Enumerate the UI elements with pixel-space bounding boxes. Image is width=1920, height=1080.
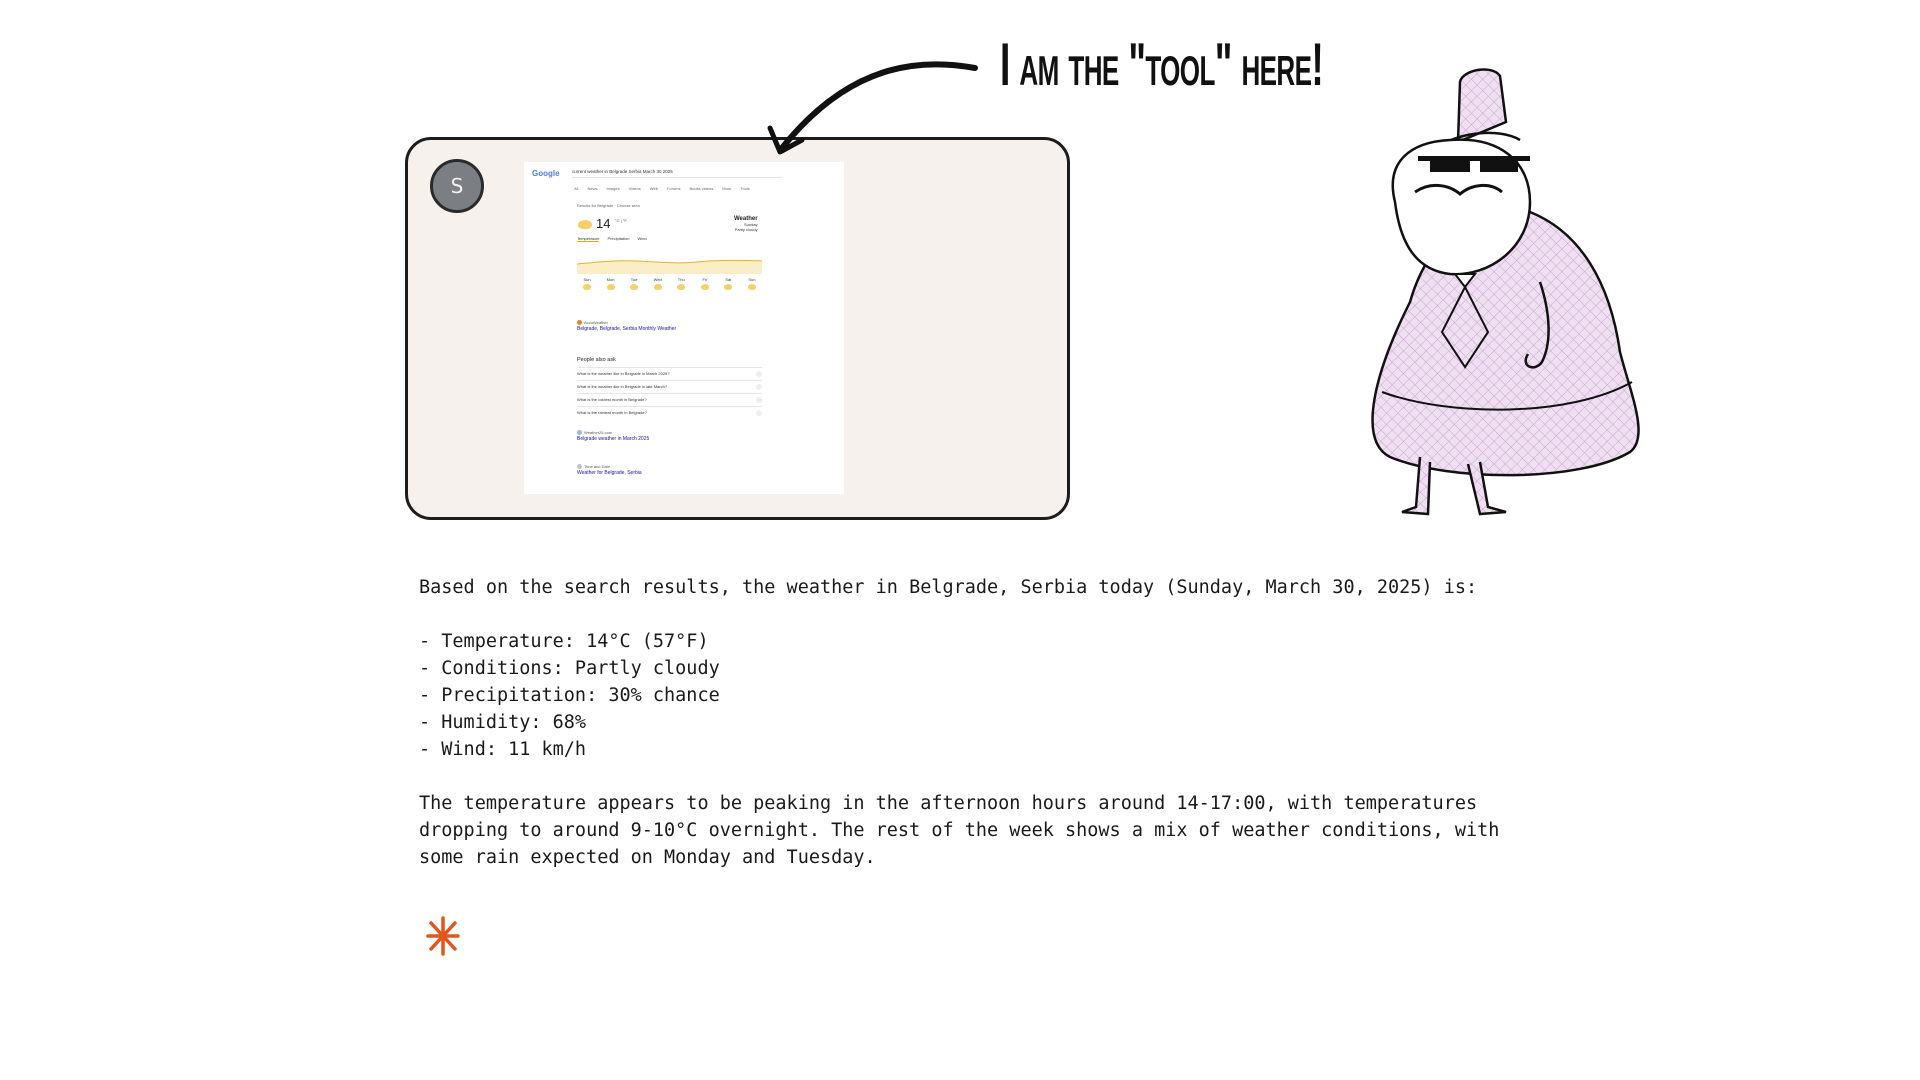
result-site-name: Time and Date [584, 464, 611, 469]
answer-item: - Temperature: 14°C (57°F) [419, 631, 709, 652]
search-tab: Tools [740, 186, 750, 191]
sunglasses-icon [1430, 160, 1470, 172]
search-result [577, 320, 767, 333]
result-link[interactable]: Belgrade, Belgrade, Serbia Monthly Weather [577, 326, 677, 333]
search-tab: Images [606, 186, 620, 191]
sun-icon [701, 284, 709, 290]
forecast-day [718, 277, 738, 292]
answer-item: - Conditions: Partly cloudy [419, 658, 720, 679]
search-tabs [574, 186, 750, 191]
results-for: Results for Belgrade · Choose area [577, 203, 640, 208]
asterisk-spark-icon [425, 916, 461, 956]
chevron-down-icon [756, 397, 762, 403]
result-link[interactable]: Belgrade weather in March 2025 [577, 436, 650, 443]
top-hat-gentleman-illustration [1330, 62, 1660, 542]
search-result [577, 430, 767, 443]
search-tab: Books videos [689, 186, 714, 191]
paa-heading: People also ask [577, 357, 616, 363]
paa-question-text: What is the rainiest month in Belgrade? [577, 410, 647, 415]
paa-question[interactable] [577, 393, 762, 406]
temperature-value: 14 [596, 216, 611, 231]
forecast-day-label: Fri [702, 277, 708, 282]
weather-tabs [577, 236, 647, 242]
answer-intro: Based on the search results, the weather in Belgrade, Serbia today (Sunday, March 30, 2025) is: [419, 577, 1478, 598]
curved-arrow-icon [760, 58, 980, 158]
search-tab: All [574, 186, 579, 191]
forecast-day [624, 277, 644, 292]
sun-icon [607, 284, 615, 290]
search-tab: Web [649, 186, 658, 191]
weather-condition: Partly cloudy [734, 227, 758, 232]
forecast-day-label: Wed [653, 277, 662, 282]
temperature-unit: °C | °F [615, 218, 627, 223]
forecast-day [648, 277, 668, 292]
forecast-day-label: Sun [583, 277, 591, 282]
answer-item: - Wind: 11 km/h [419, 739, 587, 760]
forecast-day [742, 277, 762, 292]
google-logo: Google [532, 169, 560, 178]
site-favicon-icon [577, 320, 582, 325]
weather-day: Sunday [744, 222, 758, 227]
chevron-down-icon [756, 384, 762, 390]
message-card [405, 137, 1070, 520]
search-result [577, 464, 767, 477]
search-tab: Forums [666, 186, 681, 191]
weather-title: Weather [734, 216, 758, 222]
forecast-day-label: Sun [748, 277, 756, 282]
forecast-day-label: Mon [606, 277, 615, 282]
sun-icon [583, 284, 591, 290]
weather-tab: Wind [637, 236, 647, 241]
people-also-ask [577, 357, 762, 419]
result-site-name: AccuWeather [584, 320, 608, 325]
assistant-answer [419, 574, 1539, 871]
forecast-day-label: Sat [725, 277, 732, 282]
search-screenshot[interactable] [524, 162, 844, 494]
forecast-day-label: Tue [630, 277, 638, 282]
answer-item: - Precipitation: 30% chance [419, 685, 720, 706]
search-tab: Videos [628, 186, 641, 191]
answer-closing: The temperature appears to be peaking in the afternoon hours around 14-17:00, with temperatures dropping to around 9-10°C overnight. The rest of the week shows a mix of weather conditions, with some rain expected on Monday and Tuesday. [419, 793, 1500, 868]
caption-text: I am the "tool" here! [1000, 31, 1324, 98]
sun-icon [654, 284, 662, 290]
search-query: current weather in Belgrade Serbia March 30 2025 [572, 169, 782, 178]
search-tab: More [722, 186, 732, 191]
site-favicon-icon [577, 430, 582, 435]
forecast-day [695, 277, 715, 292]
answer-item: - Humidity: 68% [419, 712, 587, 733]
sun-icon [630, 284, 638, 290]
user-avatar: S [430, 159, 484, 213]
weather-summary [734, 216, 758, 232]
temperature-chart [577, 252, 762, 274]
site-favicon-icon [577, 464, 582, 469]
paa-question-text: What is the weather like in Belgrade in March 2025? [577, 371, 670, 376]
forecast-day [601, 277, 621, 292]
forecast-day [671, 277, 691, 292]
partly-cloudy-icon [578, 220, 592, 229]
chevron-down-icon [756, 410, 762, 416]
paa-question-text: What is the weather like in Belgrade in late March? [577, 384, 668, 389]
paa-question[interactable] [577, 380, 762, 393]
paa-question[interactable] [577, 367, 762, 380]
result-site-name: Weather25.com [584, 430, 613, 435]
chevron-down-icon [756, 371, 762, 377]
result-link[interactable]: Weather for Belgrade, Serbia [577, 470, 642, 477]
weather-tab: Precipitation [607, 236, 630, 241]
search-tab: News [587, 186, 598, 191]
sun-icon [724, 284, 732, 290]
forecast-day-label: Thu [677, 277, 685, 282]
paa-question-text: What is the coldest month in Belgrade? [577, 397, 647, 402]
sun-icon [677, 284, 685, 290]
paa-question[interactable] [577, 406, 762, 419]
sun-icon [748, 284, 756, 290]
weather-tab: Temperature [577, 236, 600, 241]
forecast-days [577, 277, 762, 292]
forecast-day [577, 277, 597, 292]
